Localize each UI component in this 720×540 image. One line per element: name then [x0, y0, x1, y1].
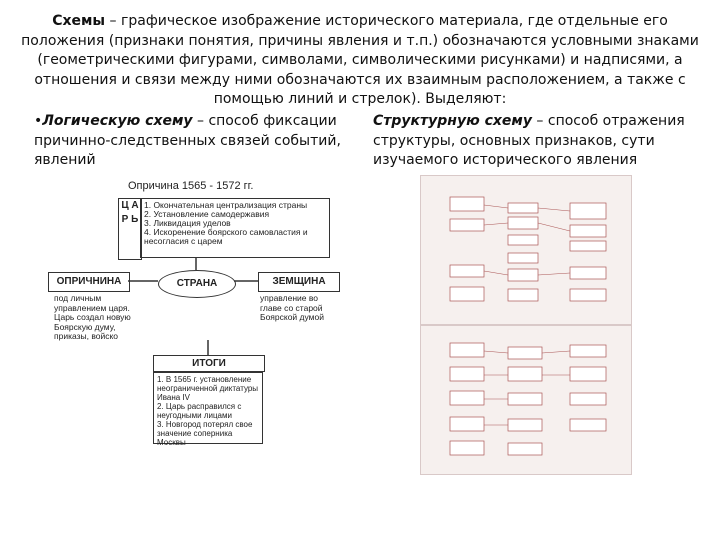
result-item: 2. Царь расправился с неугодными лицами	[157, 402, 242, 420]
intro-text: – графическое изображение исторического материала, где отдельные его положения (признаки понятия, причины явления и т.п.) обозначаются условными знаками (геометрическими фигурами, символами, символическими рисунками) и надписями, а отношения и связи между ними обозначаются их взаимным расположением, а также с помощью линий и стрелок). Выделяют:	[21, 13, 699, 107]
logical-desc: – способ фиксации причинно-следственных связей событий, явлений	[34, 113, 341, 168]
result-item: 1. В 1565 г. установление неограниченной диктатуры Ивана IV	[157, 375, 259, 402]
term-structural: Структурную схему	[373, 113, 532, 129]
result-item: 3. Новгород потерял свое значение соперника Москвы	[157, 420, 253, 447]
zemshchina-desc: управление во главе со старой Боярской думой	[260, 293, 324, 322]
logical-scheme-image	[48, 180, 338, 475]
goal-item: 1. Окончательная централизация страны	[144, 200, 308, 210]
goal-item: 3. Ликвидация уделов	[144, 218, 231, 228]
goal-item: 4. Искоренение боярского самовластия и несогласия с царем	[144, 227, 308, 246]
term-logical: Логическую схему	[42, 113, 193, 129]
results-list	[153, 372, 263, 447]
structural-scheme-image	[420, 175, 630, 475]
structural-desc: – способ отражения структуры, основных признаков, сути изучаемого исторического явления	[373, 113, 685, 168]
tsar-box: Ц А Р Ь	[118, 198, 142, 260]
tsar-goals	[140, 198, 330, 258]
term-schemes: Схемы	[52, 13, 106, 29]
structural-scheme-text	[373, 112, 708, 171]
results-title: ИТОГИ	[153, 355, 265, 372]
zemshchina-box: ЗЕМЩИНА	[258, 272, 340, 292]
oprichnina-desc: под личным управлением царя. Царь создал новую Боярскую думу, приказы, войско	[54, 293, 131, 341]
goal-item: 2. Установление самодержавия	[144, 209, 270, 219]
bullet: •	[34, 113, 43, 129]
scheme-title: Опричина 1565 - 1572 гг.	[128, 180, 254, 192]
intro-paragraph	[20, 12, 700, 110]
country-ellipse: СТРАНА	[158, 270, 236, 298]
structural-boxes	[420, 175, 630, 475]
logical-scheme-text	[34, 112, 364, 171]
oprichnina-box: ОПРИЧНИНА	[48, 272, 130, 292]
